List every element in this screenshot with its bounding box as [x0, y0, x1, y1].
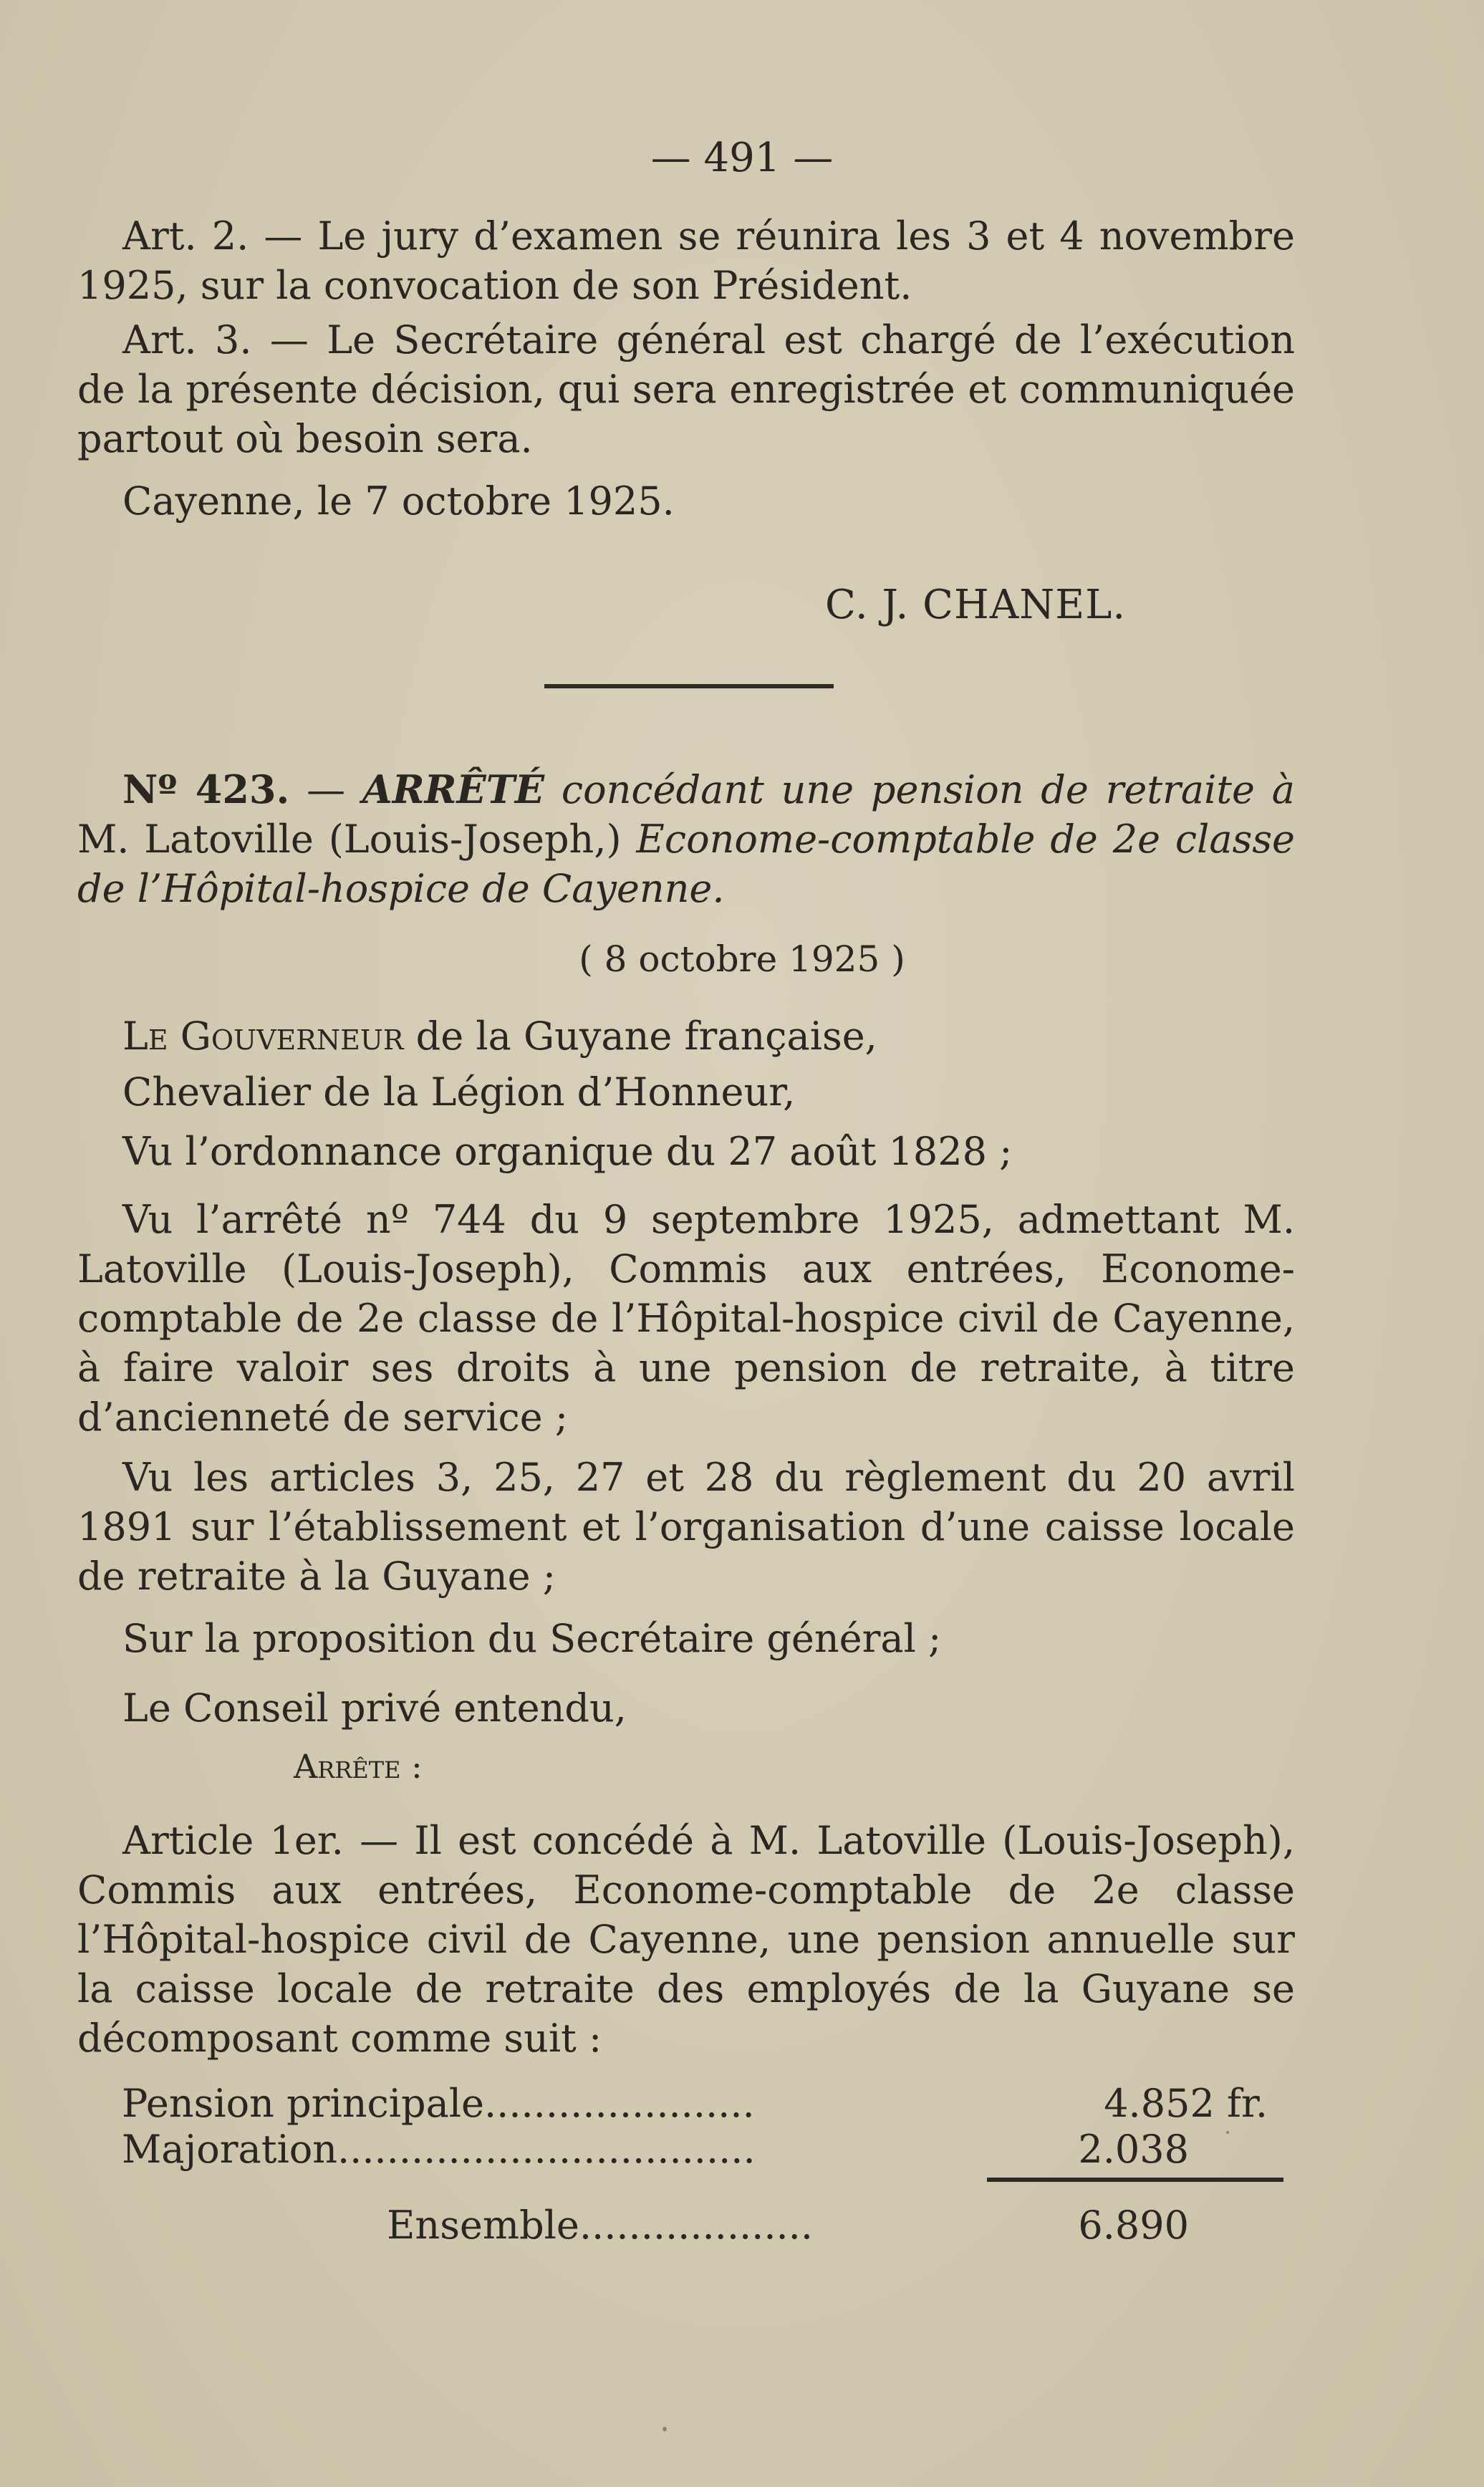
total-value: 6.890	[1078, 2203, 1189, 2248]
conseil-entendu: Le Conseil privé entendu,	[122, 1685, 627, 1731]
section-divider	[544, 684, 834, 688]
total-rule	[987, 2178, 1283, 2182]
paper-speck	[662, 2427, 667, 2431]
pension-label: Pension principale......................	[122, 2081, 755, 2126]
pension-row	[122, 2079, 1268, 2128]
arrete-number: Nº 423.	[122, 766, 290, 812]
majoration-value: 2.038	[1078, 2127, 1189, 2172]
sur-proposition: Sur la proposition du Secrétaire général ;	[122, 1616, 942, 1661]
article-3-paragraph: Art. 3. — Le Secrétaire général est chargé de l’exécution de la présente décision, qui sera enregistrée et communiquée partout où besoin sera.	[77, 317, 1295, 461]
page-number: — 491 —	[650, 135, 834, 181]
vu-arrete-744: Vu l’arrêté nº 744 du 9 septembre 1925, admettant M. Latoville (Louis-Joseph), Commis aux entrées, Econome-comptable de 2e classe de l’Hôpital-hospice civil de Cayenne, à faire valoir ses droits à une pension de retraite, à titre d’ancienneté de service ;	[77, 1197, 1295, 1440]
arrete-date: ( 8 octobre 1925 )	[579, 938, 905, 980]
majoration-row	[122, 2125, 1268, 2174]
total-row	[122, 2200, 1268, 2250]
arrete-title-heading: ARRÊTÉ	[362, 766, 545, 812]
majoration-label: Majoration..................................	[122, 2127, 756, 2172]
article-1-paragraph: Article 1er. — Il est concédé à M. Latoville (Louis-Joseph), Commis aux entrées, Econome-comptable de 2e classe l’Hôpital-hospice civil de Cayenne, une pension annuelle sur la caisse locale de retraite des employés de la Guyane se décomposant comme suit :	[77, 1818, 1295, 2061]
pension-value: 4.852 fr.	[1104, 2081, 1268, 2126]
arrete-beneficiary: M. Latoville (Louis-Joseph,)	[77, 817, 622, 862]
paper-speck	[1226, 2131, 1229, 2134]
arrete-label: Arrête :	[294, 1747, 423, 1786]
article-2-paragraph: Art. 2. — Le jury d’examen se réunira les 3 et 4 novembre 1925, sur la convocation de son Président.	[77, 213, 1295, 308]
vu-ordonnance: Vu l’ordonnance organique du 27 août 1828 ;	[122, 1129, 1013, 1174]
vu-articles: Vu les articles 3, 25, 27 et 28 du règlement du 20 avril 1891 sur l’établissement et l’organisation d’une caisse locale de retraite à la Guyane ;	[77, 1455, 1295, 1599]
chevalier-line: Chevalier de la Légion d’Honneur,	[122, 1069, 796, 1115]
arrete-title: Nº 423. — ARRÊTÉ concédant une pension de retraite à M. Latoville (Louis-Joseph,) Econome-comptable de 2e classe de l’Hôpital-hospice de Cayenne.	[77, 766, 1295, 911]
governor-line: Le Gouverneur de la Guyane française,	[122, 1014, 877, 1059]
place-date-line: Cayenne, le 7 octobre 1925.	[122, 478, 675, 524]
total-label: Ensemble...................	[387, 2203, 814, 2248]
signature: C. J. CHANEL.	[825, 582, 1127, 628]
